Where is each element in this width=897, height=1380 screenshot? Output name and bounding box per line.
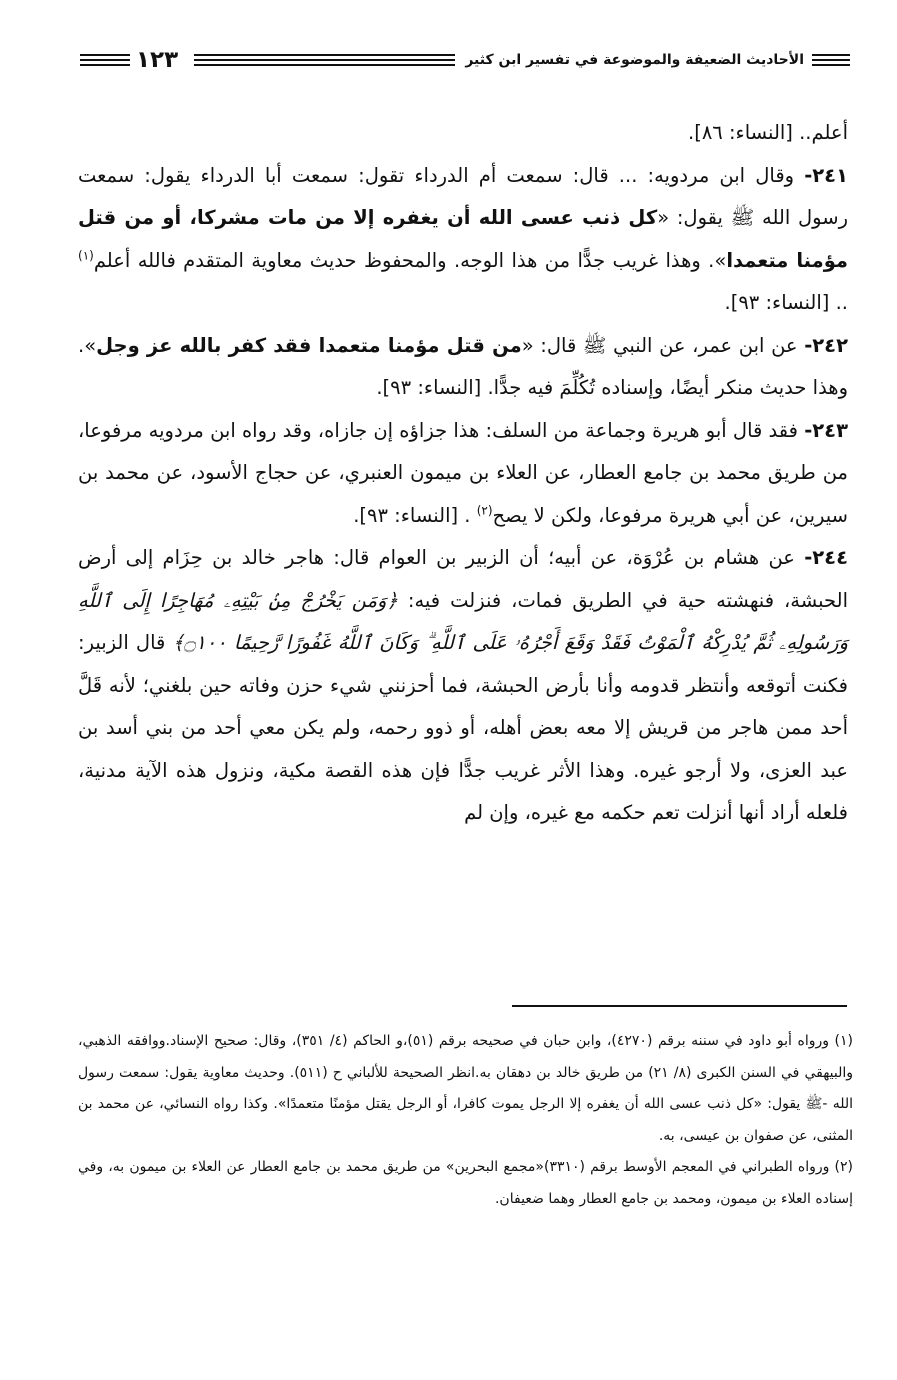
- main-text: [78, 112, 848, 835]
- paragraph-text: ». وهذا حديث منكر أيضًا، وإسناده تُكُلِّمَ فيه جدًّا. [النساء: ٩٣].: [78, 333, 848, 399]
- hadith-number: ٢٤٢-: [804, 333, 848, 357]
- paragraph-text: .. [النساء: ٩٣].: [724, 291, 848, 314]
- header-rule-right: [812, 54, 850, 66]
- paragraph-0-text: أعلم.. [النساء: ٨٦].: [688, 121, 848, 144]
- paragraph-0: [78, 112, 848, 155]
- page-number: ١٢٣: [136, 47, 179, 73]
- paragraph-text: . [النساء: ٩٣].: [353, 503, 477, 527]
- paragraph-242: [78, 325, 848, 410]
- header-rule-left: [80, 54, 130, 66]
- header-rule-middle: [194, 54, 455, 66]
- footnote-2: (٢) ورواه الطبراني في المعجم الأوسط برقم (٣٣١٠)«مجمع البحرين» من طريق محمد بن جامع العطار عن العلاء بن ميمون به، وفي إسناده العلاء بن ميمون، ومحمد بن جامع العطار وهما ضعيفان.: [78, 1159, 853, 1207]
- paragraph-text: عن هشام بن عُرْوَة، عن أبيه؛ أن الزبير بن العوام قال: هاجر خالد بن حِزَام إلى أرض الحبشة، فنهشته حية في الطريق فمات، فنزلت فيه:: [78, 546, 848, 612]
- paragraph-244: [78, 537, 848, 835]
- hadith-number: ٢٤١-: [804, 163, 848, 187]
- footnote-1: (١) ورواه أبو داود في سننه برقم (٤٢٧٠)، وابن حبان في صحيحه برقم (٥١)،و الحاكم (٤/ ٣٥١)، وقال: صحيح الإسناد.ووافقه الذهبي، والبيهقي في السنن الكبرى (٨/ ٢١) من طريق خالد بن دهقان به.انظر الصحيحة للألباني ح (٥١١). وحديث معاوية يقول: سمعت رسول الله -ﷺ يقول: «كل ذنب عسى الله أن يغفره إلا الرجل يموت كافرا، أو الرجل يقتل مؤمنًا متعمدًا». وكذا رواه النسائي، عن محمد بن المثنى، عن صفوان بن عيسى، به.: [78, 1033, 854, 1144]
- hadith-quote: من قتل مؤمنا متعمدا فقد كفر بالله عز وجل: [96, 333, 522, 357]
- running-title: الأحاديث الضعيفة والموضوعة في تفسير ابن كثير: [465, 52, 804, 68]
- paragraph-243: [78, 410, 848, 538]
- page-header: [80, 40, 850, 80]
- paragraph-text: عن ابن عمر، عن النبي ﷺ قال: «: [521, 333, 805, 357]
- footnotes: [78, 1026, 853, 1215]
- paragraph-text: قال الزبير: فكنت أتوقعه وأنتظر قدومه وأنا بأرض الحبشة، فما أحزنني شيء حزن وفاته حين بلغني؛ لأنه قَلَّ أحد ممن هاجر من قريش إلا معه بعض أهله، أو ذوو رحمه، ولم يكن معي أحد من بني أسد بن عبد العزى، ولا أرجو غيره. وهذا الأثر غريب جدًّا فإن هذه القصة مكية، ونزول هذه الآية مدنية، فلعله أراد أنها أنزلت تعم حكمه مع غيره، وإن لم: [78, 631, 848, 824]
- footnote-divider: [512, 1005, 847, 1007]
- paragraph-text: وقال ابن مردويه: ... قال: سمعت أم الدرداء تقول: سمعت أبا الدرداء يقول: سمعت رسول الله ﷺ يقول: «: [78, 163, 848, 229]
- footnote-marker: (١): [78, 248, 94, 262]
- footnote-marker: (٢): [476, 503, 493, 517]
- hadith-quote: كل ذنب عسى الله أن يغفره إلا من مات مشركا، أو من قتل مؤمنا متعمدا: [78, 206, 848, 272]
- paragraph-241: [78, 155, 848, 325]
- hadith-number: ٢٤٤-: [804, 546, 848, 569]
- hadith-number: ٢٤٣-: [804, 418, 848, 442]
- paragraph-text: ». وهذا غريب جدًّا من هذا الوجه. والمحفوظ حديث معاوية المتقدم فالله أعلم: [93, 248, 727, 272]
- quran-verse: ﴿وَمَن يَخْرُجْ مِنۢ بَيْتِهِۦ مُهَاجِرًا إِلَى ٱللَّهِ وَرَسُولِهِۦ ثُمَّ يُدْرِكْهُ ٱلْمَوْتُ فَقَدْ وَقَعَ أَجْرُهُۥ عَلَى ٱللَّهِ ۗ وَكَانَ ٱللَّهُ غَفُورًا رَّحِيمًا ۝١٠٠﴾: [78, 588, 848, 654]
- paragraph-text: فقد قال أبو هريرة وجماعة من السلف: هذا جزاؤه إن جازاه، وقد رواه ابن مردويه مرفوعا، من طريق محمد بن جامع العطار، عن العلاء بن ميمون العنبري، عن حجاج الأسود، عن محمد بن سيرين، عن أبي هريرة مرفوعا، ولكن لا يصح: [78, 418, 848, 527]
